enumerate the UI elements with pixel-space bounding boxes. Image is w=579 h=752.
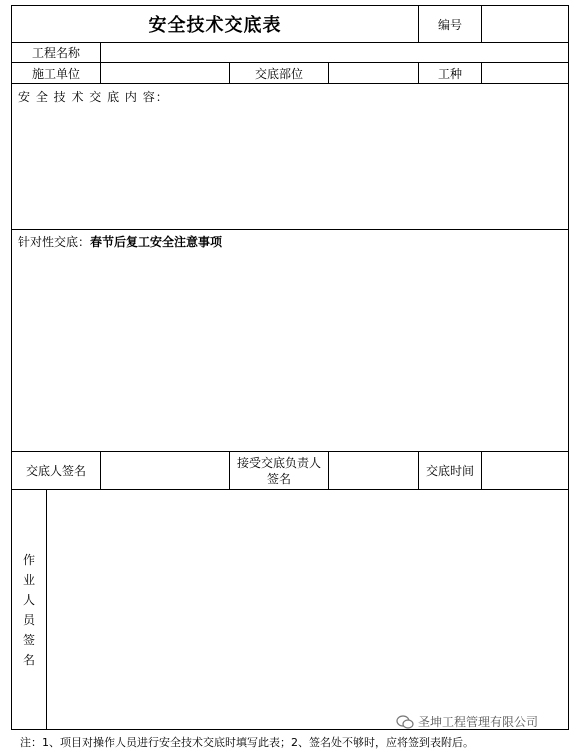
disclosure-time-label: 交底时间 [425,464,474,478]
project-name-field[interactable] [101,43,568,62]
safety-content-area[interactable] [12,84,568,229]
disclosure-part-field[interactable] [329,63,418,83]
workers-sign-label [12,490,46,729]
receiver-sign-label [230,452,328,489]
receiver-sign-label-line1: 接受交底负责人 [236,455,321,470]
targeted-disclosure-label: 针对性交底： [18,235,91,249]
project-name-label: 工程名称 [31,46,80,60]
work-type-field[interactable] [482,63,568,83]
wechat-icon [396,715,414,729]
workers-sign-char: 名 [22,652,35,667]
targeted-disclosure-area[interactable] [12,230,568,451]
discloser-sign-label: 交底人签名 [25,464,86,478]
footer-note: 注：1、项目对操作人员进行安全技术交底时填写此表；2、签名处不够时，应将签到表附后。 [20,736,474,749]
workers-sign-char: 员 [22,612,35,627]
number-label: 编号 [437,17,462,32]
workers-sign-field[interactable] [47,490,568,729]
construction-unit-field[interactable] [101,63,229,83]
construction-unit-label: 施工单位 [31,66,80,81]
disclosure-time-field[interactable] [482,452,568,489]
workers-sign-char: 业 [22,572,35,587]
table-border-right [568,5,569,730]
discloser-sign-field[interactable] [101,452,229,489]
workers-sign-char: 作 [22,552,35,567]
receiver-sign-field[interactable] [329,452,418,489]
workers-sign-char: 人 [22,592,35,607]
form-title: 安全技术交底表 [148,15,282,36]
work-type-label: 工种 [437,66,462,81]
disclosure-part-label: 交底部位 [254,66,303,81]
safety-content-label: 安 全 技 术 交 底 内 容： [18,90,169,104]
receiver-sign-label-line2: 签名 [266,471,291,486]
watermark-text: 圣坤工程管理有限公司 [418,715,539,729]
targeted-disclosure-value: 春节后复工安全注意事项 [90,235,223,249]
workers-sign-char: 签 [22,632,35,647]
number-field[interactable] [482,6,568,42]
watermark [396,713,538,730]
